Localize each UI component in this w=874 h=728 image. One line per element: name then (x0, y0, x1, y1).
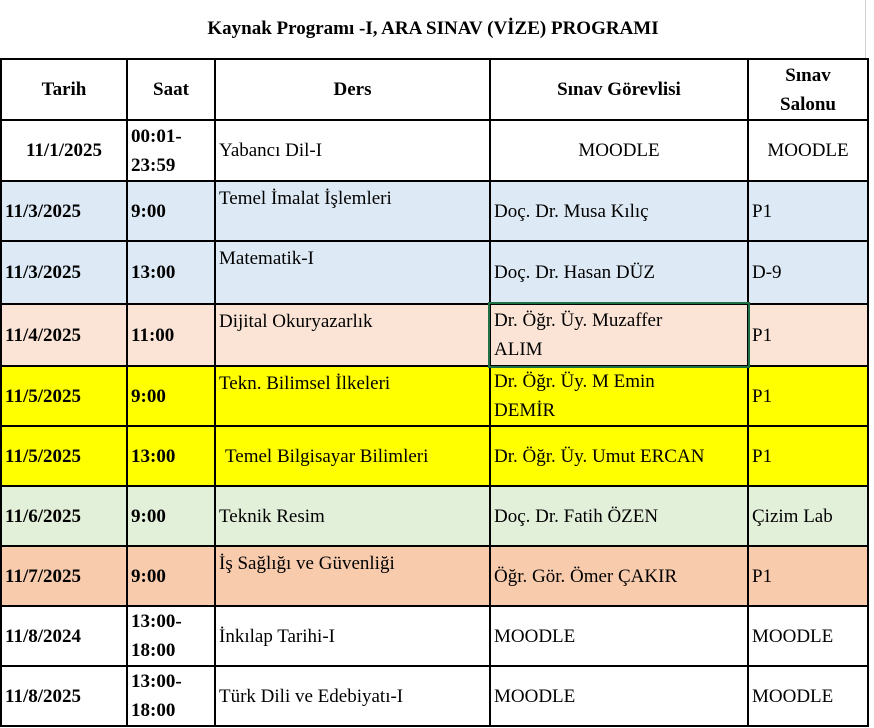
cell-time: 9:00 (127, 181, 215, 241)
cell-room: P1 (748, 546, 868, 606)
table-row (1, 546, 868, 606)
cell-proctor: Dr. Öğr. Üy. Muzaffer ALIM (490, 304, 748, 366)
cell-date: 11/5/2025 (1, 366, 127, 426)
cell-time: 9:00 (127, 366, 215, 426)
cell-room: D-9 (748, 241, 868, 304)
cell-proctor: MOODLE (490, 606, 748, 666)
cell-proctor: MOODLE (490, 666, 748, 726)
cell-course: İnkılap Tarihi-I (215, 606, 490, 666)
cell-course: Türk Dili ve Edebiyatı-I (215, 666, 490, 726)
cell-room: P1 (748, 304, 868, 366)
table-row (1, 426, 868, 486)
exam-schedule-table (0, 58, 869, 727)
cell-room: MOODLE (748, 606, 868, 666)
cell-time: 13:00 (127, 241, 215, 304)
cell-room: Çizim Lab (748, 486, 868, 546)
cell-time: 11:00 (127, 304, 215, 366)
sheet-gridline (865, 0, 874, 58)
cell-proctor: Doç. Dr. Fatih ÖZEN (490, 486, 748, 546)
cell-course: Temel Bilgisayar Bilimleri (215, 426, 490, 486)
cell-proctor: Doç. Dr. Hasan DÜZ (490, 241, 748, 304)
table-row (1, 181, 868, 241)
cell-time: 13:00 (127, 426, 215, 486)
cell-proctor: Dr. Öğr. Üy. M Emin DEMİR (490, 366, 748, 426)
cell-room: P1 (748, 426, 868, 486)
cell-course: Dijital Okuryazarlık (215, 304, 490, 366)
cell-course: Teknik Resim (215, 486, 490, 546)
cell-date: 11/8/2025 (1, 666, 127, 726)
header-course: Ders (215, 59, 490, 120)
cell-date: 11/5/2025 (1, 426, 127, 486)
page-title: Kaynak Programı -I, ARA SINAV (VİZE) PROGRAMI (207, 18, 659, 39)
cell-proctor: Dr. Öğr. Üy. Umut ERCAN (490, 426, 748, 486)
cell-room: MOODLE (748, 666, 868, 726)
header-time: Saat (127, 59, 215, 120)
header-room: Sınav Salonu (748, 59, 868, 120)
header-row (1, 59, 868, 120)
cell-date: 11/3/2025 (1, 241, 127, 304)
cell-time: 13:00- 18:00 (127, 606, 215, 666)
cell-date: 11/3/2025 (1, 181, 127, 241)
cell-room: P1 (748, 366, 868, 426)
cell-time: 00:01- 23:59 (127, 120, 215, 181)
cell-room: P1 (748, 181, 868, 241)
cell-date: 11/6/2025 (1, 486, 127, 546)
cell-course: Matematik-I (215, 241, 490, 304)
cell-date: 11/1/2025 (1, 120, 127, 181)
cell-date: 11/7/2025 (1, 546, 127, 606)
table-row (1, 606, 868, 666)
table-row (1, 120, 868, 181)
table-row (1, 366, 868, 426)
cell-room: MOODLE (748, 120, 868, 181)
table-row (1, 304, 868, 366)
table-row (1, 666, 868, 726)
table-row (1, 241, 868, 304)
table-row (1, 486, 868, 546)
cell-course: İş Sağlığı ve Güvenliği (215, 546, 490, 606)
header-date: Tarih (1, 59, 127, 120)
cell-time: 9:00 (127, 486, 215, 546)
cell-date: 11/8/2024 (1, 606, 127, 666)
cell-proctor: MOODLE (490, 120, 748, 181)
cell-course: Yabancı Dil-I (215, 120, 490, 181)
cell-time: 9:00 (127, 546, 215, 606)
cell-proctor: Öğr. Gör. Ömer ÇAKIR (490, 546, 748, 606)
cell-proctor: Doç. Dr. Musa Kılıç (490, 181, 748, 241)
cell-time: 13:00- 18:00 (127, 666, 215, 726)
header-proctor: Sınav Görevlisi (490, 59, 748, 120)
cell-course: Tekn. Bilimsel İlkeleri (215, 366, 490, 426)
cell-date: 11/4/2025 (1, 304, 127, 366)
cell-course: Temel İmalat İşlemleri (215, 181, 490, 241)
